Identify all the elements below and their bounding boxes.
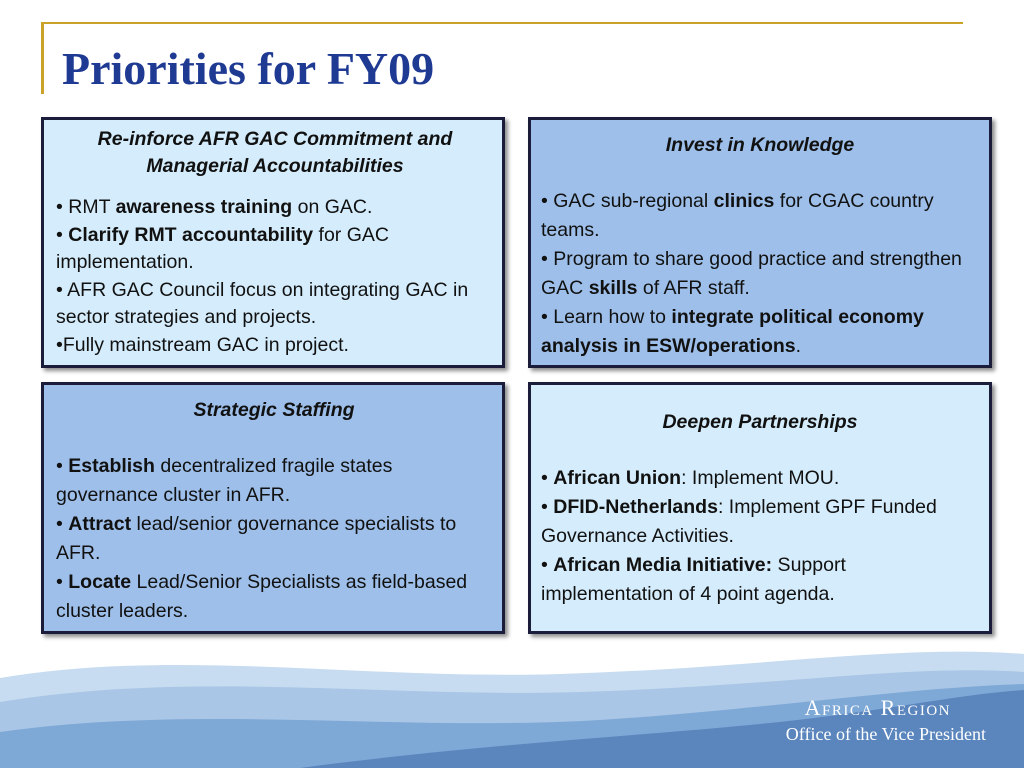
bullet-text: • AFR GAC Council focus on integrating GAC in sector strategies and projects. (56, 278, 469, 328)
bullet-text: • RMT (56, 196, 116, 218)
box-heading: Strategic Staffing (193, 399, 355, 421)
box-deepen-partnerships (528, 382, 992, 634)
bullet-text: • (56, 571, 69, 593)
bullet-text: . (795, 335, 802, 357)
bullet-bold: African Media Initiative: (553, 554, 773, 576)
box-body (56, 194, 494, 359)
bullet-bold: Establish (68, 455, 155, 477)
footer-region-label: Africa Region (804, 695, 951, 720)
bullet-text: •Fully mainstream GAC in project. (56, 333, 349, 356)
bullet-text: : Implement GPF Funded Governance Activities. (541, 496, 937, 547)
bullet-item (541, 493, 979, 551)
bullet-text: • GAC sub-regional (541, 190, 714, 212)
accent-line-horizontal (41, 22, 963, 24)
box-heading: Invest in Knowledge (665, 134, 855, 156)
bullet-text: • (56, 455, 69, 477)
box-body (541, 464, 979, 609)
bullet-bold: DFID-Netherlands (553, 496, 718, 518)
bullet-text: for CGAC country teams. (541, 190, 934, 241)
slide-title: Priorities for FY09 (62, 43, 435, 94)
bullet-bold: Clarify RMT accountability (68, 223, 314, 246)
bullet-text: for GAC implementation. (56, 223, 389, 273)
bullet-bold: clinics (713, 190, 775, 212)
bullet-item (56, 452, 492, 510)
box-heading: Deepen Partnerships (662, 411, 858, 433)
bullet-item (541, 245, 979, 303)
bullet-item (56, 277, 494, 332)
bullet-text: decentralized fragile states governance cluster in AFR. (56, 455, 393, 506)
bullet-text: • (541, 467, 554, 489)
bullet-text: Support implementation of 4 point agenda. (541, 554, 846, 605)
bullet-item (56, 194, 494, 222)
bullet-item (56, 332, 494, 360)
bullet-bold: Locate (68, 571, 132, 593)
bullet-item (541, 303, 979, 361)
bullet-item (541, 551, 979, 609)
bullet-text: • Program to share good practice and strengthen GAC (541, 248, 962, 299)
box-invest-knowledge (528, 117, 992, 368)
box-reinforce-commitment (41, 117, 505, 368)
bullet-item (56, 222, 494, 277)
bullet-text: • (541, 496, 554, 518)
bullet-bold: integrate political economy analysis in ESW/operations (541, 306, 924, 357)
bullet-text: on GAC. (292, 196, 373, 218)
bullet-bold: awareness training (115, 196, 293, 218)
box-body (541, 187, 979, 361)
bullet-item (541, 464, 979, 493)
bullet-text: • Learn how to (541, 306, 672, 328)
footer-office-label: Office of the Vice President (785, 724, 986, 744)
accent-line-vertical (41, 22, 44, 94)
bullet-text: of AFR staff. (637, 277, 750, 299)
bullet-item (56, 510, 492, 568)
bullet-text: • (541, 554, 554, 576)
bullet-text: • (56, 223, 69, 246)
bullet-item (541, 187, 979, 245)
bullet-bold: Attract (68, 513, 132, 535)
bullet-text: Lead/Senior Specialists as field-based cluster leaders. (56, 571, 468, 622)
bullet-text: lead/senior governance specialists to AFR. (56, 513, 457, 564)
bullet-text: • (56, 513, 69, 535)
bullet-bold: African Union (553, 467, 682, 489)
box-strategic-staffing (41, 382, 505, 634)
bullet-item (56, 568, 492, 626)
bullet-text: : Implement MOU. (681, 467, 840, 489)
box-heading: Re-inforce AFR GAC Commitment and Managerial Accountabilities (97, 128, 453, 177)
bullet-bold: skills (588, 277, 638, 299)
box-body (56, 452, 492, 626)
